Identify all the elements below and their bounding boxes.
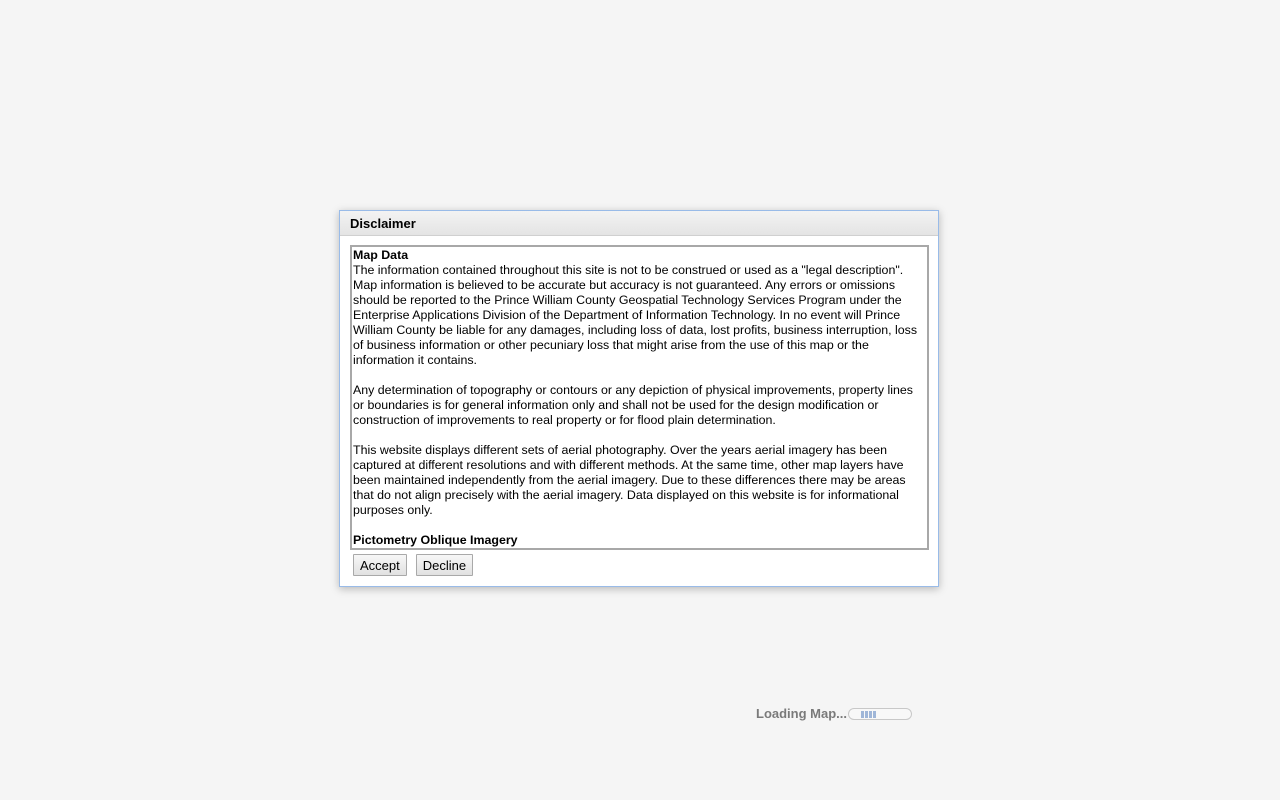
section-title-map-data: Map Data: [353, 248, 409, 262]
decline-button[interactable]: Decline: [416, 554, 473, 576]
dialog-button-row: [353, 554, 473, 576]
progress-segment: [869, 711, 872, 718]
progress-segment: [873, 711, 876, 718]
loading-text: Loading Map...: [756, 706, 847, 721]
loading-indicator: [756, 706, 912, 721]
dialog-title: Disclaimer: [340, 211, 938, 236]
loading-progress-bar: [848, 708, 912, 720]
map-data-paragraph-3: This website displays different sets of aerial photography. Over the years aerial imagery has been captured at different resolutions and with different methods. At the same time, other map layers have been maintained independently from the aerial imagery. Due to these differences there may be areas that do not align precisely with the aerial imagery. Data displayed on this website is for informational purposes only.: [353, 443, 906, 517]
progress-segment: [865, 711, 868, 718]
map-data-paragraph-2: Any determination of topography or contours or any depiction of physical improvements, property lines or boundaries is for general information only and shall not be used for the design modification or construction of improvements to real property or for flood plain determination.: [353, 383, 913, 427]
accept-button[interactable]: Accept: [353, 554, 407, 576]
disclaimer-content: [352, 247, 927, 548]
progress-segment: [861, 711, 864, 718]
section-title-pictometry: Pictometry Oblique Imagery: [353, 533, 518, 547]
disclaimer-dialog: [339, 210, 939, 587]
disclaimer-text-area[interactable]: [350, 245, 929, 550]
map-data-paragraph-1: The information contained throughout this site is not to be construed or used as a "legal description". Map information is believed to be accurate but accuracy is not guaranteed. Any errors or omissions should be reported to the Prince William County Geospatial Technology Services Program under the Enterprise Applications Division of the Department of Information Technology. In no event will Prince William County be liable for any damages, including loss of data, lost profits, business interruption, loss of business information or other pecuniary loss that might arise from the use of this map or the information it contains.: [353, 263, 918, 367]
